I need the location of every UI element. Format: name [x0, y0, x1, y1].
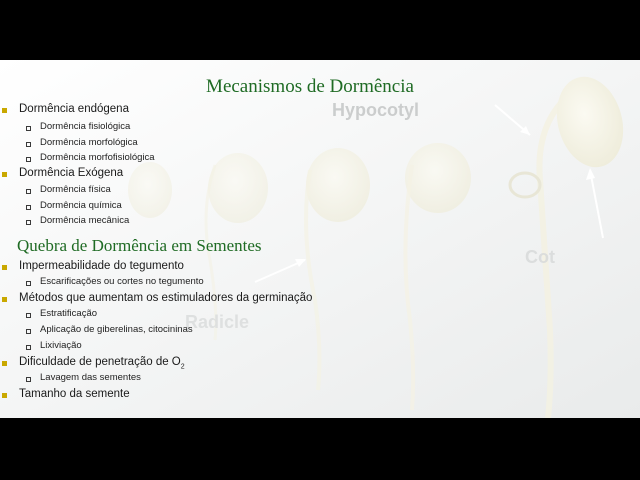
subbullet-icon [26, 157, 31, 162]
seed-2 [208, 153, 268, 223]
subbullet-icon [26, 220, 31, 225]
bullet-icon [2, 393, 7, 398]
subbullet-icon [26, 377, 31, 382]
subbullet-icon [26, 313, 31, 318]
seed-1 [128, 162, 172, 218]
sublist-item: Lavagem das sementes [40, 372, 141, 383]
sublist-item: Dormência mecânica [40, 215, 130, 226]
bullet-icon [2, 361, 7, 366]
sublist-item: Dormência morfofisiológica [40, 152, 155, 163]
sublist-item: Dormência morfológica [40, 137, 138, 148]
sublist-item: Dormência física [40, 184, 111, 195]
list-item-exogenous: Dormência Exógena [19, 167, 124, 179]
subbullet-icon [26, 142, 31, 147]
subbullet-icon [26, 205, 31, 210]
oxygen-label: Dificuldade de penetração de O [19, 356, 181, 368]
list-item-methods: Métodos que aumentam os estimuladores da germinação [19, 292, 313, 304]
section-title: Quebra de Dormência em Sementes [17, 236, 262, 255]
bullet-icon [2, 108, 7, 113]
list-item-impermeability: Impermeabilidade do tegumento [19, 260, 184, 272]
subbullet-icon [26, 329, 31, 334]
sublist-item: Aplicação de giberelinas, citocininas [40, 324, 193, 335]
sublist-item: Escarificações ou cortes no tegumento [40, 276, 204, 287]
photo-label-hypocotyl: Hypocotyl [332, 100, 420, 120]
oxygen-subscript: 2 [180, 363, 185, 371]
list-item-oxygen [19, 356, 185, 370]
subbullet-icon [26, 126, 31, 131]
subbullet-icon [26, 189, 31, 194]
bullet-icon [2, 172, 7, 177]
sublist-item: Estratificação [40, 308, 98, 319]
seed-4 [405, 143, 471, 213]
seed-3 [306, 148, 370, 222]
list-item-endogenous: Dormência endógena [19, 103, 129, 115]
photo-label-radicle: Radicle [185, 312, 250, 332]
sublist-item: Dormência química [40, 200, 122, 211]
sublist-item: Lixiviação [40, 340, 82, 351]
photo-label-cot: Cot [525, 247, 555, 267]
slide-title: Mecanismos de Dormência [206, 76, 414, 97]
subbullet-icon [26, 345, 31, 350]
bullet-icon [2, 297, 7, 302]
slide [0, 60, 640, 418]
bullet-icon [2, 265, 7, 270]
subbullet-icon [26, 281, 31, 286]
sublist-item: Dormência fisiológica [40, 121, 131, 132]
list-item-seed-size: Tamanho da semente [19, 388, 130, 400]
